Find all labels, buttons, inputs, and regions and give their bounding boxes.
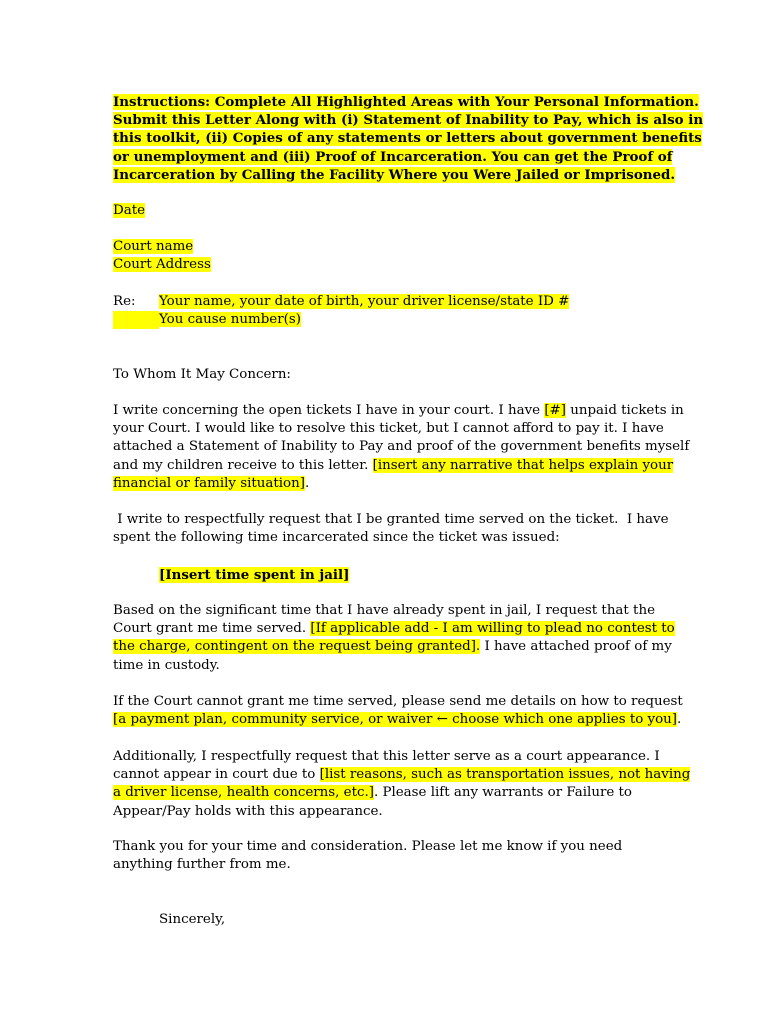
text-line: Additionally, I respectfully request that this letter serve as a court appearance. I xyxy=(113,749,660,764)
text-line: Appear/Pay holds with this appearance. xyxy=(113,803,383,819)
re-line-1: Your name, your date of birth, your driver license/state ID # xyxy=(159,294,570,309)
text-line: attached a Statement of Inability to Pay and proof of the government benefits myself xyxy=(113,439,690,455)
re-label: Re: xyxy=(113,294,136,309)
closing: Sincerely, xyxy=(159,912,226,927)
instructions-line: Incarceration by Calling the Facility Where you Were Jailed or Imprisoned. xyxy=(113,166,676,183)
text-run: unpaid tickets in xyxy=(565,403,684,418)
text-run: and my children receive to this letter. xyxy=(113,457,373,473)
instructions-line: this toolkit, (ii) Copies of any statements or letters about government benefits xyxy=(113,130,702,147)
instructions-line: or unemployment and (iii) Proof of Incarceration. You can get the Proof of xyxy=(113,148,673,165)
paragraph-2 xyxy=(113,511,673,547)
text-run: . xyxy=(677,712,682,728)
payment-option-field: [a payment plan, community service, or waiver ← choose which one applies to you] xyxy=(113,712,678,728)
text-line: If the Court cannot grant me time served, please send me details on how to request xyxy=(113,694,683,709)
text-run: I write concerning the open tickets I have in your court. I have xyxy=(113,403,545,418)
date-field: Date xyxy=(113,203,146,218)
paragraph-1 xyxy=(113,402,690,493)
ticket-count-field: [#] xyxy=(544,403,566,418)
paragraph-6 xyxy=(113,838,673,874)
reasons-field: a driver license, health concerns, etc.] xyxy=(113,785,374,801)
text-line: I write to respectfully request that I be granted time served on the ticket. I have xyxy=(113,512,669,527)
closing-block xyxy=(113,911,673,929)
re-block xyxy=(113,293,673,329)
text-line: anything further from me. xyxy=(113,857,291,873)
text-line: Based on the significant time that I have already spent in jail, I request that the xyxy=(113,603,655,618)
text-run: cannot appear in court due to xyxy=(113,767,320,783)
text-line: time in custody. xyxy=(113,657,220,673)
text-line: spent the following time incarcerated since the ticket was issued: xyxy=(113,530,560,546)
re-line-2: You cause number(s) xyxy=(159,312,301,328)
narrative-field: [insert any narrative that helps explain your xyxy=(372,457,674,473)
paragraph-3 xyxy=(113,602,673,675)
text-run: . xyxy=(304,475,310,491)
court-block xyxy=(113,238,673,274)
instructions-line: Submit this Letter Along with (i) Statement of Inability to Pay, which is also in xyxy=(113,112,704,129)
reasons-field: [list reasons, such as transportation issues, not having xyxy=(319,767,691,783)
salutation: To Whom It May Concern: xyxy=(113,367,291,382)
instructions-line: Instructions: Complete All Highlighted Areas with Your Personal Information. xyxy=(113,94,699,110)
re-indent-highlight xyxy=(113,311,159,329)
plea-field: [If applicable add - I am willing to plead no contest to xyxy=(310,621,675,637)
text-run: Court grant me time served. xyxy=(113,621,311,637)
text-run: I have attached proof of my xyxy=(480,639,672,655)
text-line: Thank you for your time and consideration. Please let me know if you need xyxy=(113,839,623,854)
narrative-field: financial or family situation] xyxy=(113,475,305,491)
instructions-block xyxy=(113,93,704,184)
plea-field: the charge, contingent on the request being granted]. xyxy=(113,639,481,655)
time-in-jail-field: [Insert time spent in jail] xyxy=(159,567,350,583)
date-block xyxy=(113,202,673,220)
time-jail-block xyxy=(113,566,673,585)
court-name-field: Court name xyxy=(113,239,194,254)
paragraph-4 xyxy=(113,693,683,729)
text-run: . Please lift any warrants or Failure to xyxy=(373,785,632,801)
paragraph-5 xyxy=(113,748,691,821)
court-address-field: Court Address xyxy=(113,257,211,273)
text-line: your Court. I would like to resolve this ticket, but I cannot afford to pay it. I have xyxy=(113,421,664,437)
